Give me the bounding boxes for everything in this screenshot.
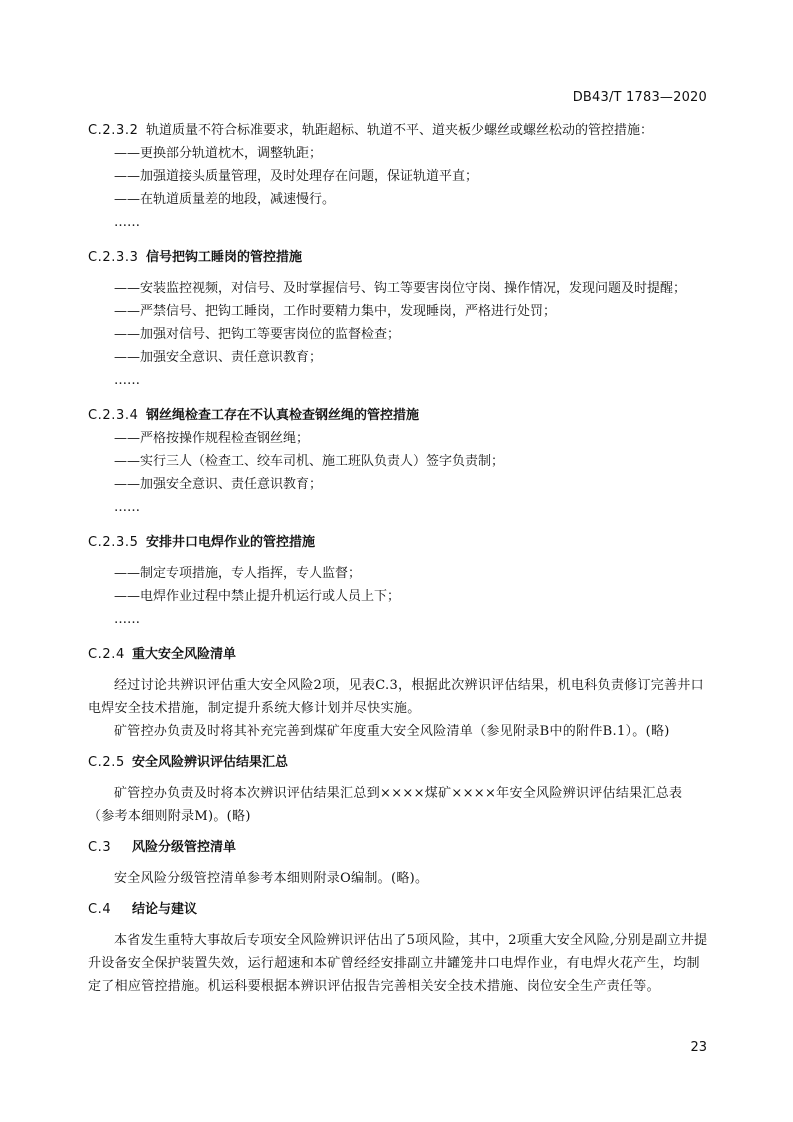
clause-number: C.2.3.5 bbox=[88, 535, 139, 550]
list-item: ——加强安全意识、责任意识教育； bbox=[114, 477, 323, 492]
clause-title: 信号把钩工睡岗的管控措施 bbox=[146, 250, 303, 265]
list-item: ——制定专项措施，专人指挥，专人监督； bbox=[114, 566, 362, 581]
list-item-ellipsis: …… bbox=[114, 500, 140, 515]
page-number: 23 bbox=[690, 1040, 707, 1055]
clause-number: C.2.4 bbox=[88, 647, 125, 662]
list-item: ——加强对信号、把钩工等要害岗位的监督检查； bbox=[114, 327, 401, 342]
list-item: ——严格按操作规程检查钢丝绳； bbox=[114, 431, 310, 446]
clause-title: 安排井口电焊作业的管控措施 bbox=[146, 535, 316, 550]
list-item: ——加强道接头质量管理，及时处理存在问题，保证轨道平直； bbox=[114, 169, 479, 184]
list-item: ——加强安全意识、责任意识教育； bbox=[114, 350, 323, 365]
list-item: ——更换部分轨道枕木，调整轨距； bbox=[114, 146, 323, 161]
list-item-ellipsis: …… bbox=[114, 373, 140, 388]
clause-c2-3-4-heading bbox=[88, 404, 708, 427]
clause-title: 安全风险辨识评估结果汇总 bbox=[132, 755, 289, 770]
clause-title: 风险分级管控清单 bbox=[132, 840, 237, 855]
clause-c2-3-5-heading bbox=[88, 531, 708, 554]
clause-c2-3-2-heading bbox=[88, 119, 708, 142]
clause-number: C.2.3.4 bbox=[88, 408, 139, 423]
list-item: ——电焊作业过程中禁止提升机运行或人员上下； bbox=[114, 589, 401, 604]
list-item: ——严禁信号、把钩工睡岗，工作时要精力集中，发现睡岗，严格进行处罚； bbox=[114, 304, 557, 319]
clause-title: 结论与建议 bbox=[132, 902, 198, 917]
paragraph: 安全风险分级管控清单参考本细则附录O编制。(略)。 bbox=[114, 871, 429, 886]
clause-c3-heading bbox=[88, 836, 708, 859]
list-item: ——实行三人（检查工、绞车司机、施工班队负责人）签字负责制； bbox=[114, 454, 505, 469]
clause-c4-heading bbox=[88, 898, 708, 921]
paragraph: 矿管控办负责及时将其补充完善到煤矿年度重大安全风险清单（参见附录B中的附件B.1）。(略) bbox=[114, 724, 670, 739]
page-content bbox=[88, 119, 708, 998]
clause-c2-5-heading bbox=[88, 751, 708, 774]
list-item: ——安装监控视频，对信号、及时掌握信号、钩工等要害岗位守岗、操作情况，发现问题及时提醒； bbox=[114, 281, 687, 296]
list-item: ——在轨道质量差的地段，减速慢行。 bbox=[114, 192, 336, 207]
clause-number: C.2.3.3 bbox=[88, 250, 139, 265]
clause-title: 轨道质量不符合标准要求，轨距超标、轨道不平、道夹板少螺丝或螺丝松动的管控措施： bbox=[146, 123, 654, 138]
clause-title: 钢丝绳检查工存在不认真检查钢丝绳的管控措施 bbox=[146, 408, 420, 423]
doc-code: DB43/T 1783—2020 bbox=[572, 90, 707, 105]
clause-title: 重大安全风险清单 bbox=[132, 647, 237, 662]
clause-number: C.2.5 bbox=[88, 755, 125, 770]
paragraph: 本省发生重特大事故后专项安全风险辨识评估出了5项风险，其中，2项重大安全风险,分别是副立井提升设备安全保护装置失效，运行超速和本矿曾经经安排副立井罐笼井口电焊作业，有电焊火花产生，均制定了相应管控措施。机运科要根据本辨识评估报告完善相关安全技术措施、岗位安全生产责任等。 bbox=[88, 933, 708, 994]
clause-number: C.3 bbox=[88, 840, 112, 855]
clause-c2-4-heading bbox=[88, 643, 708, 666]
clause-number: C.2.3.2 bbox=[88, 123, 139, 138]
paragraph: 经过讨论共辨识评估重大安全风险2项，见表C.3，根据此次辨识评估结果，机电科负责修订完善井口电焊安全技术措施，制定提升系统大修计划并尽快实施。 bbox=[88, 678, 704, 716]
list-item-ellipsis: …… bbox=[114, 612, 140, 627]
clause-number: C.4 bbox=[88, 902, 112, 917]
list-item-ellipsis: …… bbox=[114, 215, 140, 230]
paragraph: 矿管控办负责及时将本次辨识评估结果汇总到××××煤矿××××年安全风险辨识评估结果汇总表（参考本细则附录M)。(略) bbox=[88, 786, 683, 824]
clause-c2-3-3-heading bbox=[88, 246, 708, 269]
